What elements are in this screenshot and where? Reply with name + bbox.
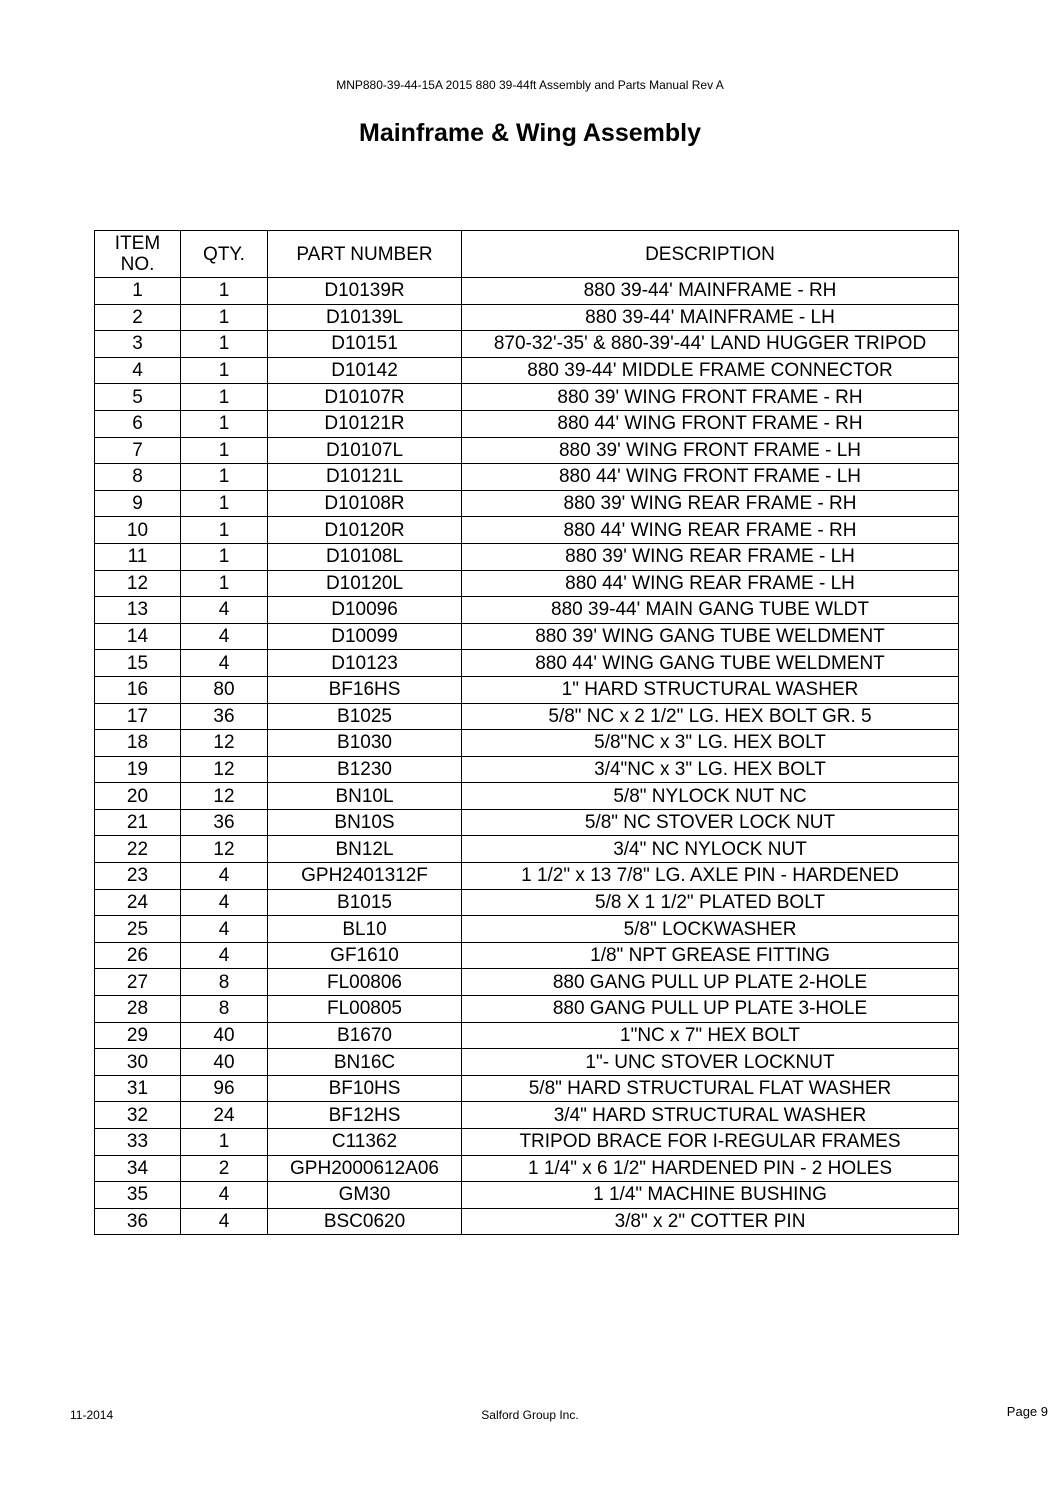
part-number-cell: GPH2401312F	[268, 863, 462, 890]
part-number-cell: FL00806	[268, 969, 462, 996]
item-no-cell: 34	[95, 1155, 181, 1182]
description-cell: TRIPOD BRACE FOR I-REGULAR FRAMES	[462, 1129, 959, 1156]
qty-cell: 1	[181, 384, 268, 411]
description-cell: 1 1/4" x 6 1/2" HARDENED PIN - 2 HOLES	[462, 1155, 959, 1182]
table-row	[95, 783, 959, 810]
qty-cell: 4	[181, 916, 268, 943]
table-row	[95, 1155, 959, 1182]
description-cell: 3/4" HARD STRUCTURAL WASHER	[462, 1102, 959, 1129]
table-row	[95, 490, 959, 517]
table-header-row	[95, 231, 959, 278]
description-cell: 5/8"NC x 3" LG. HEX BOLT	[462, 730, 959, 757]
part-number-cell: GM30	[268, 1182, 462, 1209]
qty-cell: 8	[181, 969, 268, 996]
qty-cell: 4	[181, 942, 268, 969]
part-number-cell: B1030	[268, 730, 462, 757]
column-header-qty: QTY.	[181, 231, 268, 278]
table-row	[95, 1208, 959, 1235]
item-no-cell: 24	[95, 889, 181, 916]
description-cell: 5/8" LOCKWASHER	[462, 916, 959, 943]
footer-company: Salford Group Inc.	[481, 1408, 579, 1422]
qty-cell: 4	[181, 623, 268, 650]
description-cell: 880 39-44' MAINFRAME - LH	[462, 304, 959, 331]
table-row	[95, 650, 959, 677]
column-header-item-line1: ITEM	[114, 233, 161, 254]
qty-cell: 4	[181, 1208, 268, 1235]
description-cell: 1 1/4" MACHINE BUSHING	[462, 1182, 959, 1209]
description-cell: 870-32'-35' & 880-39'-44' LAND HUGGER TRIPOD	[462, 331, 959, 358]
item-no-cell: 17	[95, 703, 181, 730]
item-no-cell: 12	[95, 570, 181, 597]
table-row	[95, 836, 959, 863]
table-row	[95, 1102, 959, 1129]
description-cell: 880 44' WING FRONT FRAME - RH	[462, 410, 959, 437]
column-header-item-line2: NO.	[120, 254, 155, 275]
qty-cell: 1	[181, 464, 268, 491]
qty-cell: 1	[181, 278, 268, 305]
description-cell: 880 39' WING FRONT FRAME - RH	[462, 384, 959, 411]
table-row	[95, 1129, 959, 1156]
qty-cell: 1	[181, 490, 268, 517]
item-no-cell: 32	[95, 1102, 181, 1129]
part-number-cell: GPH2000612A06	[268, 1155, 462, 1182]
item-no-cell: 9	[95, 490, 181, 517]
part-number-cell: BN10S	[268, 809, 462, 836]
qty-cell: 1	[181, 410, 268, 437]
item-no-cell: 1	[95, 278, 181, 305]
qty-cell: 8	[181, 996, 268, 1023]
part-number-cell: D10120L	[268, 570, 462, 597]
table-row	[95, 570, 959, 597]
item-no-cell: 5	[95, 384, 181, 411]
description-cell: 5/8" NC STOVER LOCK NUT	[462, 809, 959, 836]
part-number-cell: B1230	[268, 756, 462, 783]
description-cell: 880 GANG PULL UP PLATE 2-HOLE	[462, 969, 959, 996]
table-row	[95, 730, 959, 757]
description-cell: 880 39-44' MAIN GANG TUBE WLDT	[462, 597, 959, 624]
item-no-cell: 13	[95, 597, 181, 624]
part-number-cell: B1670	[268, 1022, 462, 1049]
item-no-cell: 23	[95, 863, 181, 890]
part-number-cell: GF1610	[268, 942, 462, 969]
part-number-cell: C11362	[268, 1129, 462, 1156]
qty-cell: 36	[181, 809, 268, 836]
qty-cell: 12	[181, 836, 268, 863]
table-row	[95, 942, 959, 969]
table-row	[95, 331, 959, 358]
column-header-part-number: PART NUMBER	[268, 231, 462, 278]
qty-cell: 24	[181, 1102, 268, 1129]
qty-cell: 1	[181, 1129, 268, 1156]
part-number-cell: BN12L	[268, 836, 462, 863]
table-row	[95, 1022, 959, 1049]
part-number-cell: D10139R	[268, 278, 462, 305]
item-no-cell: 36	[95, 1208, 181, 1235]
item-no-cell: 18	[95, 730, 181, 757]
description-cell: 880 39' WING REAR FRAME - LH	[462, 543, 959, 570]
parts-table-body	[95, 278, 959, 1235]
column-header-description: DESCRIPTION	[462, 231, 959, 278]
table-row	[95, 676, 959, 703]
description-cell: 5/8" NC x 2 1/2" LG. HEX BOLT GR. 5	[462, 703, 959, 730]
qty-cell: 12	[181, 783, 268, 810]
parts-table	[94, 230, 959, 1235]
item-no-cell: 33	[95, 1129, 181, 1156]
description-cell: 3/8" x 2" COTTER PIN	[462, 1208, 959, 1235]
table-row	[95, 756, 959, 783]
item-no-cell: 26	[95, 942, 181, 969]
table-row	[95, 304, 959, 331]
description-cell: 880 39' WING REAR FRAME - RH	[462, 490, 959, 517]
page-title: Mainframe & Wing Assembly	[359, 119, 701, 147]
qty-cell: 80	[181, 676, 268, 703]
item-no-cell: 21	[95, 809, 181, 836]
qty-cell: 1	[181, 357, 268, 384]
part-number-cell: BN10L	[268, 783, 462, 810]
table-row	[95, 384, 959, 411]
description-cell: 880 44' WING REAR FRAME - RH	[462, 517, 959, 544]
qty-cell: 12	[181, 756, 268, 783]
table-row	[95, 437, 959, 464]
qty-cell: 2	[181, 1155, 268, 1182]
item-no-cell: 30	[95, 1049, 181, 1076]
item-no-cell: 19	[95, 756, 181, 783]
table-row	[95, 916, 959, 943]
part-number-cell: D10108R	[268, 490, 462, 517]
qty-cell: 40	[181, 1022, 268, 1049]
column-header-item-no	[95, 231, 181, 278]
table-row	[95, 1049, 959, 1076]
item-no-cell: 31	[95, 1075, 181, 1102]
description-cell: 5/8 X 1 1/2" PLATED BOLT	[462, 889, 959, 916]
table-row	[95, 863, 959, 890]
qty-cell: 40	[181, 1049, 268, 1076]
description-cell: 880 39-44' MAINFRAME - RH	[462, 278, 959, 305]
table-row	[95, 464, 959, 491]
item-no-cell: 29	[95, 1022, 181, 1049]
description-cell: 880 39' WING FRONT FRAME - LH	[462, 437, 959, 464]
part-number-cell: D10139L	[268, 304, 462, 331]
item-no-cell: 11	[95, 543, 181, 570]
table-row	[95, 703, 959, 730]
table-row	[95, 623, 959, 650]
description-cell: 1 1/2" x 13 7/8" LG. AXLE PIN - HARDENED	[462, 863, 959, 890]
part-number-cell: BF10HS	[268, 1075, 462, 1102]
qty-cell: 4	[181, 863, 268, 890]
table-row	[95, 1182, 959, 1209]
table-row	[95, 809, 959, 836]
part-number-cell: D10108L	[268, 543, 462, 570]
table-row	[95, 517, 959, 544]
item-no-cell: 6	[95, 410, 181, 437]
description-cell: 1"NC x 7" HEX BOLT	[462, 1022, 959, 1049]
part-number-cell: D10142	[268, 357, 462, 384]
qty-cell: 1	[181, 331, 268, 358]
description-cell: 5/8" NYLOCK NUT NC	[462, 783, 959, 810]
qty-cell: 36	[181, 703, 268, 730]
table-row	[95, 543, 959, 570]
description-cell: 1/8" NPT GREASE FITTING	[462, 942, 959, 969]
description-cell: 1"- UNC STOVER LOCKNUT	[462, 1049, 959, 1076]
qty-cell: 4	[181, 597, 268, 624]
part-number-cell: D10151	[268, 331, 462, 358]
item-no-cell: 27	[95, 969, 181, 996]
part-number-cell: BF16HS	[268, 676, 462, 703]
table-row	[95, 597, 959, 624]
item-no-cell: 35	[95, 1182, 181, 1209]
part-number-cell: D10120R	[268, 517, 462, 544]
item-no-cell: 2	[95, 304, 181, 331]
qty-cell: 96	[181, 1075, 268, 1102]
item-no-cell: 7	[95, 437, 181, 464]
table-row	[95, 410, 959, 437]
footer-page-number: Page 9	[1006, 1404, 1048, 1419]
description-cell: 880 44' WING REAR FRAME - LH	[462, 570, 959, 597]
qty-cell: 1	[181, 437, 268, 464]
part-number-cell: BL10	[268, 916, 462, 943]
qty-cell: 4	[181, 889, 268, 916]
document-header: MNP880-39-44-15A 2015 880 39-44ft Assembly and Parts Manual Rev A	[336, 78, 724, 92]
part-number-cell: D10107L	[268, 437, 462, 464]
part-number-cell: BN16C	[268, 1049, 462, 1076]
description-cell: 3/4"NC x 3" LG. HEX BOLT	[462, 756, 959, 783]
item-no-cell: 3	[95, 331, 181, 358]
qty-cell: 12	[181, 730, 268, 757]
item-no-cell: 4	[95, 357, 181, 384]
description-cell: 1" HARD STRUCTURAL WASHER	[462, 676, 959, 703]
table-row	[95, 1075, 959, 1102]
part-number-cell: BSC0620	[268, 1208, 462, 1235]
item-no-cell: 22	[95, 836, 181, 863]
item-no-cell: 28	[95, 996, 181, 1023]
part-number-cell: FL00805	[268, 996, 462, 1023]
part-number-cell: B1015	[268, 889, 462, 916]
qty-cell: 4	[181, 1182, 268, 1209]
qty-cell: 1	[181, 543, 268, 570]
part-number-cell: D10121L	[268, 464, 462, 491]
item-no-cell: 14	[95, 623, 181, 650]
description-cell: 880 39' WING GANG TUBE WELDMENT	[462, 623, 959, 650]
table-row	[95, 278, 959, 305]
part-number-cell: D10099	[268, 623, 462, 650]
part-number-cell: D10121R	[268, 410, 462, 437]
description-cell: 880 44' WING FRONT FRAME - LH	[462, 464, 959, 491]
item-no-cell: 8	[95, 464, 181, 491]
qty-cell: 1	[181, 304, 268, 331]
item-no-cell: 25	[95, 916, 181, 943]
item-no-cell: 10	[95, 517, 181, 544]
part-number-cell: D10107R	[268, 384, 462, 411]
footer-date: 11-2014	[70, 1408, 114, 1422]
description-cell: 3/4" NC NYLOCK NUT	[462, 836, 959, 863]
part-number-cell: BF12HS	[268, 1102, 462, 1129]
qty-cell: 1	[181, 570, 268, 597]
part-number-cell: B1025	[268, 703, 462, 730]
item-no-cell: 16	[95, 676, 181, 703]
item-no-cell: 15	[95, 650, 181, 677]
table-row	[95, 889, 959, 916]
description-cell: 5/8" HARD STRUCTURAL FLAT WASHER	[462, 1075, 959, 1102]
table-row	[95, 996, 959, 1023]
part-number-cell: D10123	[268, 650, 462, 677]
qty-cell: 1	[181, 517, 268, 544]
table-row	[95, 969, 959, 996]
qty-cell: 4	[181, 650, 268, 677]
table-row	[95, 357, 959, 384]
part-number-cell: D10096	[268, 597, 462, 624]
description-cell: 880 39-44' MIDDLE FRAME CONNECTOR	[462, 357, 959, 384]
description-cell: 880 44' WING GANG TUBE WELDMENT	[462, 650, 959, 677]
description-cell: 880 GANG PULL UP PLATE 3-HOLE	[462, 996, 959, 1023]
item-no-cell: 20	[95, 783, 181, 810]
